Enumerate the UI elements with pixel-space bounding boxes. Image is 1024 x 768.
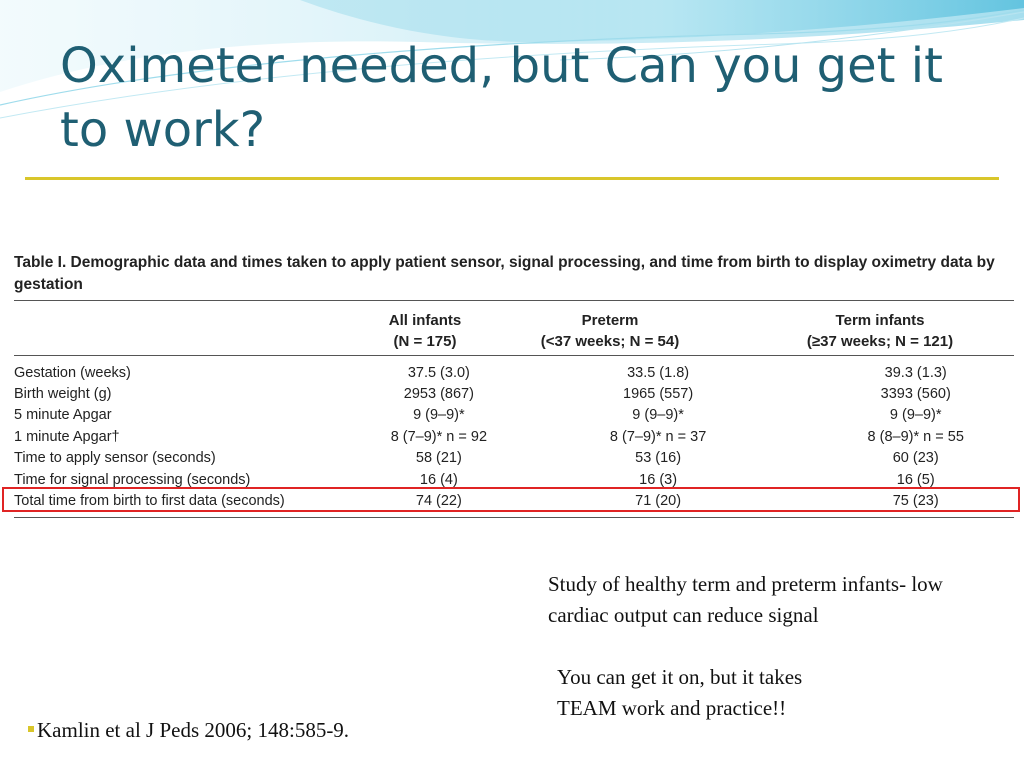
table-row <box>14 362 1014 383</box>
column-header-preterm: Preterm (<37 weeks; N = 54) <box>540 312 680 350</box>
column-header-all-infants: All infants (N = 175) <box>388 312 462 350</box>
highlight-box <box>2 487 1020 512</box>
team-note: You can get it on, but it takes TEAM work and practice!! <box>557 665 803 720</box>
table-row <box>14 426 1014 447</box>
cell-term-infants: 3393 (560) <box>880 386 951 403</box>
table-header-rule <box>14 355 1014 356</box>
row-label: Time for signal processing (seconds) <box>14 471 251 488</box>
citation <box>28 716 349 744</box>
table-row <box>14 448 1014 469</box>
cell-all-infants: 37.5 (3.0) <box>407 364 470 381</box>
citation-text: Kamlin et al J Peds 2006; 148:585-9. <box>37 718 350 742</box>
bullet-icon <box>28 726 34 732</box>
table-figure <box>10 250 1014 525</box>
row-label: Total time from birth to first data (seconds) <box>14 493 285 510</box>
row-label: Gestation (weeks) <box>14 364 131 381</box>
cell-all-infants: 74 (22) <box>415 493 462 510</box>
cell-term-infants: 60 (23) <box>892 450 939 467</box>
cell-preterm: 16 (3) <box>639 471 678 488</box>
table-caption: Table I. Demographic data and times taken to apply patient sensor, signal processing, and time from birth to display oximetry data by gestation <box>14 254 995 293</box>
cell-preterm: 9 (9–9)* <box>632 407 684 424</box>
cell-term-infants: 8 (8–9)* n = 55 <box>867 428 964 445</box>
title-underline <box>25 177 999 180</box>
row-label: Birth weight (g) <box>14 386 112 403</box>
row-label: Time to apply sensor (seconds) <box>14 450 216 467</box>
table-top-rule <box>14 300 1014 301</box>
cell-all-infants: 2953 (867) <box>403 386 474 403</box>
cell-preterm: 1965 (557) <box>623 386 694 403</box>
cell-preterm: 71 (20) <box>635 493 682 510</box>
cell-preterm: 53 (16) <box>635 450 682 467</box>
cell-term-infants: 75 (23) <box>892 493 939 510</box>
column-header-term-infants: Term infants (≥37 weeks; N = 121) <box>806 312 954 350</box>
cell-term-infants: 39.3 (1.3) <box>884 364 947 381</box>
cell-term-infants: 9 (9–9)* <box>889 407 942 424</box>
table-bottom-rule <box>14 517 1014 518</box>
table-row <box>14 405 1014 426</box>
cell-term-infants: 16 (5) <box>896 471 935 488</box>
study-note: Study of healthy term and preterm infants- low cardiac output can reduce signal <box>548 572 943 627</box>
cell-preterm: 8 (7–9)* n = 37 <box>609 428 707 445</box>
row-label: 5 minute Apgar <box>14 407 112 424</box>
cell-preterm: 33.5 (1.8) <box>627 364 690 381</box>
cell-all-infants: 9 (9–9)* <box>413 407 465 424</box>
cell-all-infants: 58 (21) <box>415 450 462 467</box>
cell-all-infants: 8 (7–9)* n = 92 <box>390 428 488 445</box>
row-label: 1 minute Apgar† <box>14 428 120 445</box>
table-row <box>14 383 1014 404</box>
slide-title: Oximeter needed, but Can you get it to work? <box>60 38 943 158</box>
cell-all-infants: 16 (4) <box>419 471 458 488</box>
